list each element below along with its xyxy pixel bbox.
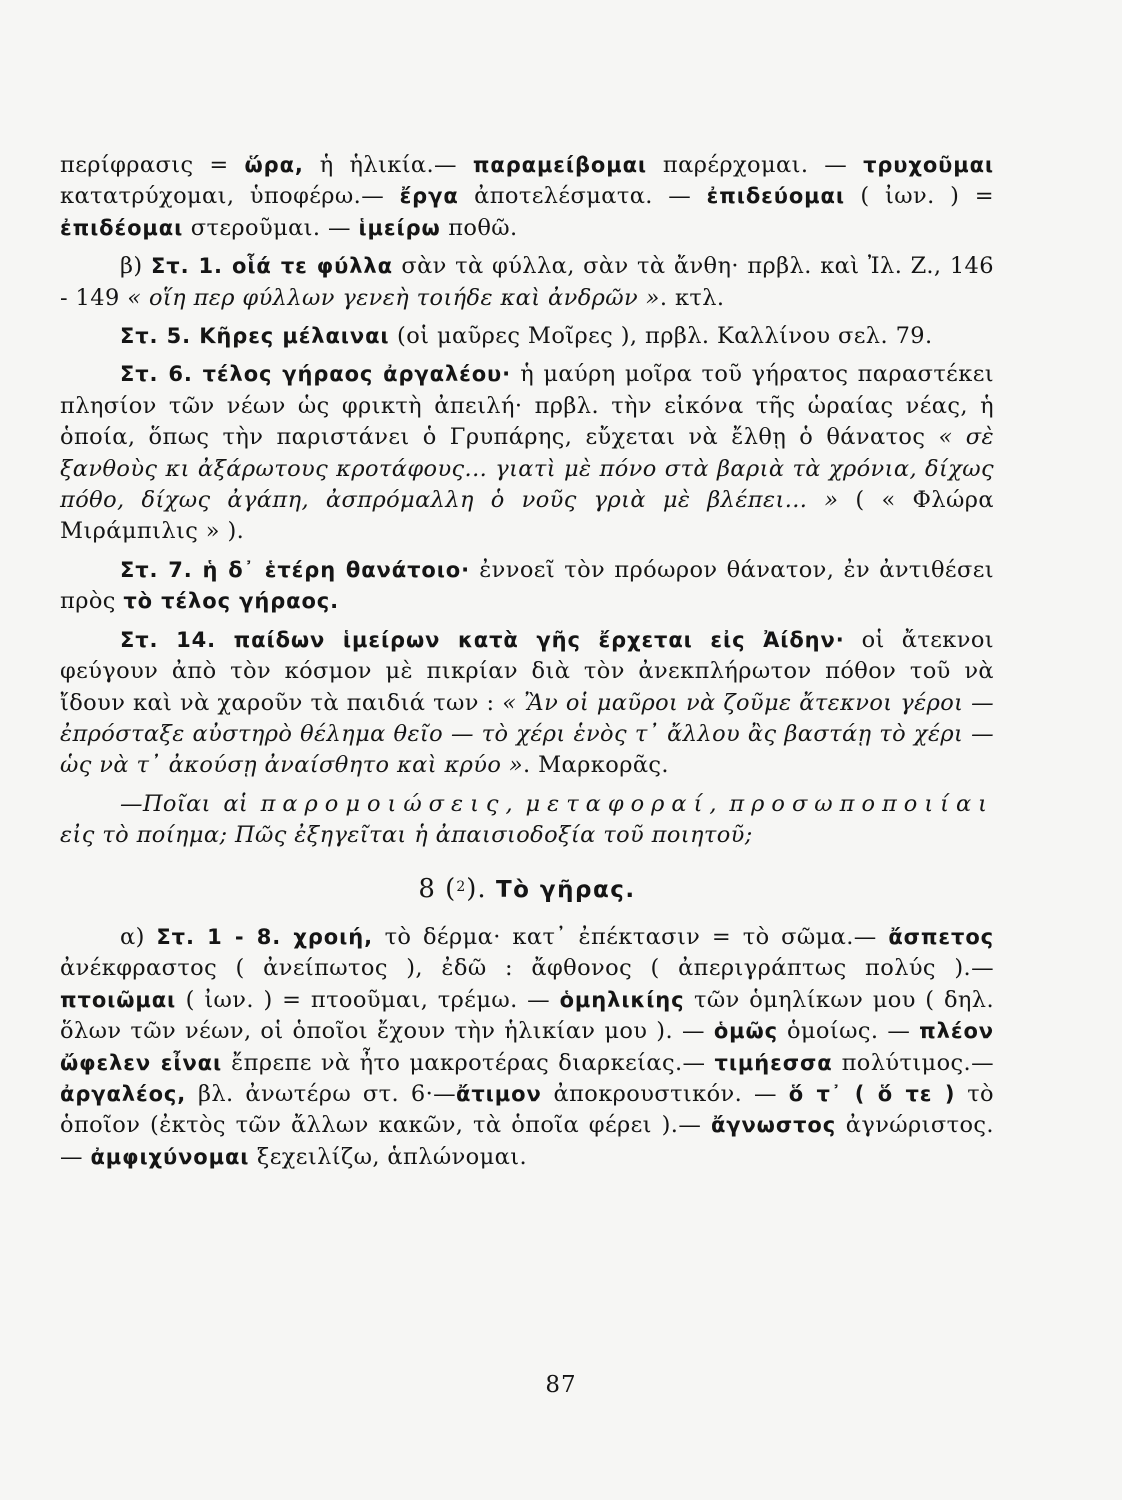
quotation: « σὲ ξανθοὺς κι ἀξάρωτους κροτάφους... γιατὶ μὲ πόνο στὰ βαριὰ τὰ χρόνια, δίχως πόθο, δίχως ἀγάπη, ἀσπρόμαλλη ὁ νοῦς γριὰ μὲ βλέπει... » <box>60 424 994 514</box>
text-run: —Ποῖαι αἱ <box>120 790 261 817</box>
lemma: ἐπιδέομαι <box>60 215 184 240</box>
text-run: , <box>505 790 526 817</box>
text-run: . κτλ. <box>659 284 725 311</box>
verse-reference: Στ. 6. τέλος γήραος ἀργαλέου· <box>120 362 512 387</box>
section-label: β) <box>120 253 152 280</box>
verse-reference: Στ. 1. οἷά τε φύλλα <box>151 254 393 279</box>
lemma: ἄγνωστος <box>710 1113 837 1138</box>
verse-reference: Στ. 14. παίδων ἱμείρων κατὰ γῆς ἔρχεται εἰς Ἀίδην· <box>120 627 845 652</box>
lemma: πλέον ὤφελεν εἶναι <box>60 1019 994 1075</box>
paragraph-verse-5 <box>60 321 994 352</box>
paragraph-verse-6 <box>60 359 994 547</box>
text-run: ). <box>466 873 496 904</box>
lemma: ὥρα, <box>244 153 304 177</box>
text-run: κατατρύχομαι, ὑποφέρω.— <box>60 183 400 210</box>
text-run: τὸ ὁποῖον (ἐκτὸς τῶν ἄλλων κακῶν, τὰ ὁποῖα φέρει ).— <box>60 1080 994 1139</box>
paragraph-glossary-1 <box>60 150 994 244</box>
text-run: οἱ ἄτεκνοι φεύγουν ἀπὸ τὸν κόσμον μὲ πικρίαν διὰ τὸν ἀνεκπλήρωτον πόθον τοῦ νὰ ἴδουν καὶ νὰ χαροῦν τὰ παιδιά των : <box>60 626 994 716</box>
text-run: ἡ μαύρη μοῖρα τοῦ γήρατος παραστέκει πλησίον τῶν νέων ὡς φρικτὴ ἀπειλή· πρβλ. τὴν εἰκόνα τῆς ὡραίας νέας, ἡ ὁποία, ὅπως τὴν παριστάνει ὁ Γρυπάρης, εὔχεται νὰ ἔλθῃ ὁ θάνατος <box>60 361 994 451</box>
text-run: . Μαρκορᾶς. <box>523 752 669 779</box>
text-run: παρέρχομαι. — <box>647 152 864 178</box>
study-question <box>60 789 994 852</box>
verse-reference: Στ. 1 - 8. χροιή, <box>156 924 373 949</box>
lemma: τρυχοῦμαι <box>863 153 994 177</box>
section-heading <box>60 872 994 906</box>
text-run: πολύτιμος.— <box>832 1049 994 1076</box>
text-run: τὸ δέρμα· κατ᾽ ἐπέκτασιν = τὸ σῶμα.— <box>372 923 889 950</box>
paragraph-verse-1 <box>60 251 994 314</box>
text-run: ξεχειλίζω, ἁπλώνομαι. <box>249 1143 528 1170</box>
lemma: ὅ τ᾽ ( ὅ τε ) <box>788 1081 956 1106</box>
text-run: (οἱ μαῦρες Μοῖρες ), πρβλ. Καλλίνου σελ. 79. <box>389 323 933 350</box>
lemma: τιμήεσσα <box>714 1050 833 1075</box>
spaced-term: παρομοιώσεις <box>260 790 506 817</box>
verse-reference: Στ. 5. Κῆρες μέλαιναι <box>120 324 390 349</box>
lemma: ἔργα <box>399 184 459 209</box>
text-run: ἀποκρουστικόν. — <box>541 1080 789 1107</box>
lemma: ὁμῶς <box>713 1019 778 1044</box>
lemma: ὁμηλικίης <box>559 987 685 1012</box>
lemma: ἐπιδεύομαι <box>706 184 845 209</box>
text-run: ἀγνώριστος.— <box>60 1112 994 1170</box>
commentary-text <box>60 150 994 1173</box>
quotation: « οἵη περ φύλλων γενεὴ τοιήδε καὶ ἀνδρῶν » <box>127 284 660 311</box>
verse-reference: Στ. 7. ἡ δ᾽ ἑτέρη θανάτοιο· <box>120 557 471 582</box>
lemma: ἀργαλέος, <box>60 1081 187 1106</box>
text-run: ( ἰων. ) = <box>844 183 994 210</box>
lemma: ἄσπετος <box>888 924 994 949</box>
spaced-term: προσωποποιίαι <box>729 790 994 817</box>
quotation: « Ἂν οἱ μαῦροι νὰ ζοῦμε ἄτεκνοι γέροι — ἐπρόσταξε αὐστηρὸ θέλημα θεῖο — τὸ χέρι ἑνὸς τ᾽ ἄλλου ἂς βαστάῃ τὸ χέρι — ὡς νὰ τ᾽ ἀκούσῃ ἀναίσθητο καὶ κρύο » <box>60 689 994 779</box>
text-run: σὰν τὰ φύλλα, σὰν τὰ ἄνθη· πρβλ. καὶ Ἰλ. Z., 146 - 149 <box>60 253 994 311</box>
lemma: ἱμείρω <box>358 215 441 240</box>
heading-number: 8 ( <box>418 873 457 904</box>
paragraph-verse-7 <box>60 555 994 618</box>
page-number: 87 <box>545 1372 577 1398</box>
text-run: ὁμοίως. — <box>778 1018 920 1045</box>
lemma: τὸ τέλος γήραος. <box>123 589 340 614</box>
lemma: πτοιῶμαι <box>60 987 177 1012</box>
lemma: ἄτιμον <box>456 1081 542 1106</box>
text-run: ( « Φλώρα Μιράμπιλις » ). <box>60 487 994 545</box>
text-run: ἔπρεπε νὰ ἦτο μακροτέρας διαρκείας.— <box>222 1049 715 1076</box>
section-label: α) <box>120 923 157 950</box>
text-run: , <box>709 790 730 817</box>
paragraph-verse-14 <box>60 625 994 782</box>
lemma: παραμείβομαι <box>472 153 648 177</box>
text-run: ἡ ἡλικία.— <box>303 152 473 178</box>
text-run: ἀνέκφραστος ( ἀνείπωτος ), ἐδῶ : ἄφθονος ( ἀπεριγράπτως πολύς ).— <box>60 955 994 982</box>
text-run: βλ. ἀνωτέρω στ. 6·— <box>186 1080 457 1107</box>
spaced-term: μεταφοραί <box>525 790 710 817</box>
text-run: εἰς τὸ ποίημα; Πῶς ἐξηγεῖται ἡ ἀπαισιοδοξία τοῦ ποιητοῦ; <box>60 822 753 849</box>
text-run: περίφρασις = <box>60 152 245 178</box>
text-run: ποθῶ. <box>440 214 518 241</box>
text-run: ἐννοεῖ τὸν πρόωρον θάνατον, ἐν ἀντιθέσει πρὸς <box>60 556 995 615</box>
lemma: ἀμφιχύνομαι <box>90 1144 250 1169</box>
text-run: ἀποτελέσματα. — <box>458 183 707 210</box>
text-run: ( ἰων. ) = πτοοῦμαι, τρέμω. — <box>176 986 560 1013</box>
paragraph-glossary-2 <box>60 922 994 1173</box>
text-run: τῶν ὁμηλίκων μου ( δηλ. ὅλων τῶν νέων, οἱ ὁποῖοι ἔχουν τὴν ἡλικίαν μου ). — <box>60 986 995 1045</box>
text-run: στεροῦμαι. — <box>183 214 359 241</box>
heading-title: Τὸ γῆρας. <box>495 876 636 903</box>
heading-superscript: 2 <box>456 878 467 895</box>
